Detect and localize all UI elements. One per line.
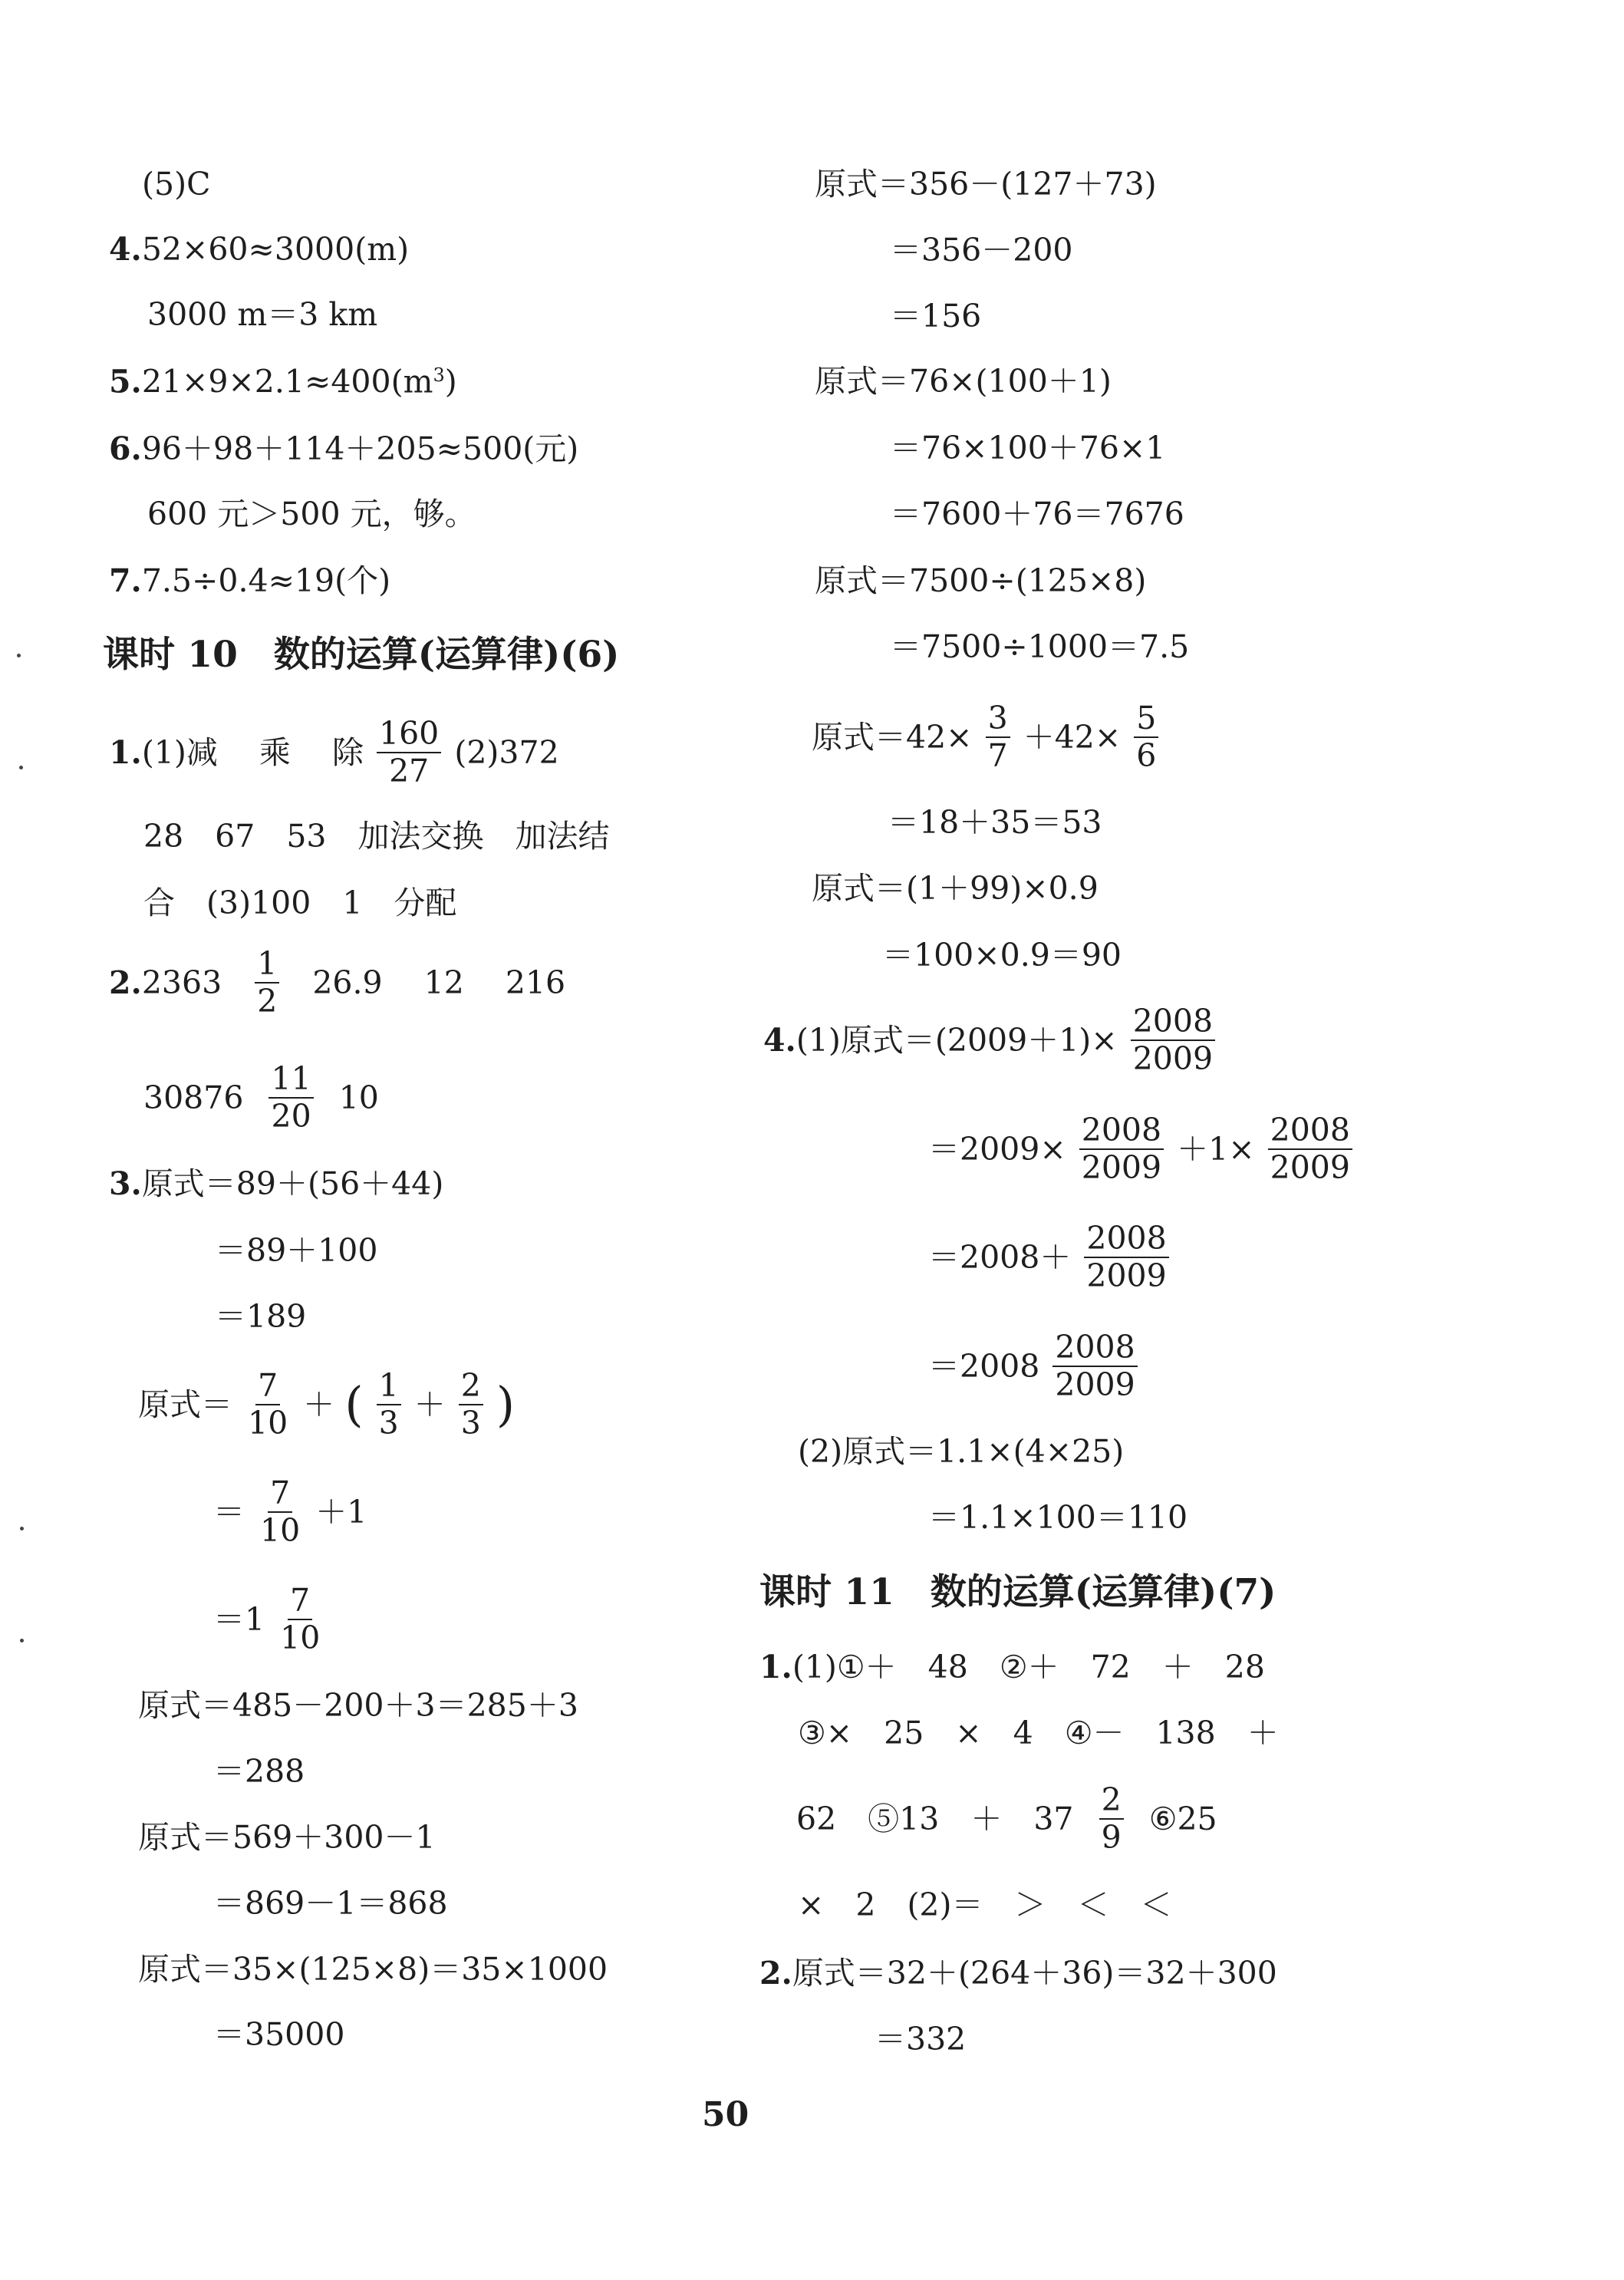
- answer-text: 原式＝569＋300－1: [138, 1819, 436, 1856]
- fraction: [255, 947, 279, 1018]
- answer-text: ③× 25 × 4 ④－ 138 ＋: [798, 1715, 1279, 1751]
- question-number: 2.: [109, 964, 142, 1001]
- answer-text: 21×9×2.1≈400(m: [141, 363, 433, 400]
- question-number: 6.: [109, 430, 142, 467]
- answer-line: [882, 937, 1122, 974]
- answer-line: [798, 1433, 1125, 1470]
- numerator: 2008: [1052, 1331, 1137, 1367]
- answer-line: [815, 562, 1147, 599]
- question-6: [109, 430, 579, 467]
- answer-line: [143, 1060, 379, 1135]
- answer-text: ＋1: [315, 1493, 367, 1530]
- numerator: 2008: [1268, 1114, 1352, 1150]
- answer-text: ＝7500÷1000＝7.5: [890, 628, 1190, 665]
- question-4: [763, 1005, 1218, 1076]
- answer-text: × 2 (2)＝ ＞ ＜ ＜: [798, 1886, 1172, 1923]
- denominator: 10: [280, 1619, 321, 1657]
- fraction: [377, 1369, 401, 1440]
- superscript: 3: [433, 364, 445, 386]
- answer-text: (2)原式＝1.1×(4×25): [798, 1433, 1125, 1470]
- answer-text: 28 67 53 加法交换 加法结: [143, 818, 610, 855]
- answer-text: 原式＝485－200＋3＝285＋3: [138, 1687, 578, 1724]
- answer-line: [890, 232, 1073, 269]
- answer-text: (1)原式＝(2009＋1)×: [796, 1021, 1118, 1059]
- question-7: [109, 562, 391, 599]
- answer-text: 10: [338, 1079, 379, 1116]
- answer-line: [213, 1753, 305, 1790]
- denominator: 2009: [1270, 1149, 1350, 1187]
- answer-line: [812, 702, 1161, 773]
- answer-text: 原式＝7500÷(125×8): [815, 562, 1147, 599]
- answer-text: ＝18＋35＝53: [888, 804, 1102, 841]
- question-3: [109, 1165, 444, 1202]
- answer-text: 62 ⑤13 ＋ 37: [796, 1800, 1074, 1837]
- denominator: 3: [460, 1405, 481, 1442]
- answer-text: ＋: [413, 1385, 446, 1423]
- denominator: 2009: [1086, 1257, 1167, 1295]
- denominator: 2: [257, 983, 278, 1020]
- question-number: 1.: [109, 733, 142, 771]
- answer-text: 合 (3)100 1 分配: [143, 885, 457, 921]
- answer-line: [796, 1781, 1217, 1857]
- answer-text: 2363: [141, 964, 222, 1001]
- answer-text: (5)C: [142, 166, 211, 203]
- numerator: 160: [377, 717, 441, 753]
- question-number: 4.: [763, 1021, 796, 1059]
- numerator: 11: [268, 1063, 313, 1099]
- numerator: 2008: [1131, 1005, 1215, 1041]
- answer-line: [890, 628, 1190, 665]
- answer-line: [138, 1687, 578, 1724]
- answer-line: [815, 166, 1157, 203]
- answer-text: ＝100×0.9＝90: [882, 937, 1122, 974]
- fraction: [1079, 1112, 1164, 1187]
- page-number: 50: [702, 2095, 749, 2134]
- answer-text: ＝7600＋76＝7676: [890, 496, 1184, 532]
- fraction: [459, 1369, 483, 1440]
- denominator: 27: [389, 753, 430, 790]
- denominator: 2009: [1055, 1366, 1135, 1404]
- numerator: 2008: [1084, 1222, 1168, 1258]
- answer-text: 3000 m＝3 km: [147, 296, 378, 333]
- answer-text: ＝2008: [928, 1347, 1040, 1385]
- answer-text: ): [444, 363, 457, 400]
- numerator: 3: [986, 702, 1010, 738]
- fraction: [377, 717, 441, 788]
- denominator: 9: [1101, 1819, 1122, 1857]
- answer-line: [138, 1819, 436, 1856]
- answer-text: ＋42×: [1023, 718, 1122, 756]
- answer-text: ＋: [303, 1385, 335, 1423]
- numerator: 7: [268, 1477, 292, 1513]
- answer-text: ＝869－1＝868: [213, 1885, 448, 1922]
- answer-line: [138, 1951, 608, 1988]
- answer-text: 原式＝42×: [812, 718, 973, 756]
- answer-line: [213, 1885, 448, 1922]
- answer-line: [213, 2016, 345, 2053]
- question-number: 5.: [109, 363, 142, 400]
- margin-speck: [20, 1527, 24, 1530]
- fraction: [278, 1584, 322, 1655]
- fraction: [1084, 1222, 1168, 1293]
- answer-line: [888, 804, 1102, 841]
- answer-text: ＝35000: [213, 2016, 345, 2053]
- answer-text: 52×60≈3000(m): [141, 231, 410, 268]
- answer-text: 30876: [143, 1079, 244, 1116]
- answer-line: [798, 1886, 1172, 1923]
- section-heading-11: 课时 11 数的运算(运算律)(7): [759, 1571, 1276, 1613]
- answer-text: (1)减 乘 除: [141, 733, 364, 771]
- numerator: 5: [1134, 702, 1158, 738]
- numerator: 7: [255, 1369, 280, 1405]
- answer-text: ＝356－200: [890, 232, 1073, 269]
- numerator: 7: [288, 1584, 312, 1620]
- denominator: 6: [1136, 737, 1157, 775]
- answer-text: 原式＝356－(127＋73): [815, 166, 1157, 203]
- denominator: 20: [271, 1098, 311, 1135]
- fraction: [1268, 1112, 1352, 1187]
- answer-line: [815, 363, 1112, 400]
- question-2: [109, 947, 565, 1018]
- question-number: 7.: [109, 562, 142, 599]
- answer-line: [890, 430, 1166, 466]
- fraction: [1052, 1331, 1137, 1402]
- answer-line: [928, 1222, 1172, 1293]
- answer-line: [890, 298, 982, 334]
- question-1: [109, 717, 559, 788]
- fraction: [1131, 1005, 1215, 1076]
- denominator: 10: [248, 1405, 288, 1442]
- fraction: [986, 702, 1010, 773]
- answer-text: ＝332: [875, 2021, 967, 2058]
- answer-line: [143, 885, 457, 921]
- denominator: 3: [378, 1405, 399, 1442]
- answer-line: [928, 1112, 1356, 1187]
- answer-text: ＝: [213, 1493, 245, 1530]
- margin-speck: [17, 654, 21, 657]
- answer-line: [812, 870, 1099, 907]
- fraction: [245, 1369, 290, 1440]
- answer-line: [928, 1499, 1188, 1536]
- answer-text: 600 元＞500 元，够。: [147, 496, 476, 532]
- numerator: 1: [255, 947, 279, 983]
- denominator: 2009: [1132, 1040, 1214, 1078]
- margin-speck: [20, 1639, 24, 1642]
- numerator: 2008: [1079, 1114, 1164, 1150]
- answer-text: 原式＝35×(125×8)＝35×1000: [138, 1951, 608, 1988]
- answer-text: 原式＝32＋(264＋36)＝32＋300: [792, 1955, 1277, 1992]
- answer-line: [798, 1715, 1279, 1751]
- question-4: [109, 231, 410, 268]
- answer-line: [147, 296, 378, 333]
- margin-speck: [19, 766, 23, 769]
- answer-line: [890, 496, 1184, 532]
- answer-line: [138, 1369, 515, 1440]
- parenthesis: ): [496, 1376, 516, 1433]
- answer-line: [143, 818, 610, 855]
- answer-line: [215, 1298, 307, 1335]
- fraction: [258, 1474, 302, 1550]
- question-number: 2.: [759, 1955, 792, 1992]
- answer-text: ＝1.1×100＝110: [928, 1499, 1188, 1536]
- numerator: 1: [377, 1369, 401, 1405]
- question-number: 3.: [109, 1165, 142, 1202]
- fraction: [1099, 1781, 1124, 1857]
- fraction: [268, 1060, 313, 1135]
- answer-line: [142, 166, 211, 203]
- answer-text: ＝2008＋: [928, 1238, 1072, 1276]
- fraction: [1134, 702, 1158, 773]
- parenthesis: (: [344, 1376, 364, 1433]
- answer-text: ＝1: [213, 1600, 265, 1638]
- answer-line: [928, 1331, 1141, 1402]
- question-2: [759, 1955, 1277, 1992]
- section-heading-10: 课时 10 数的运算(运算律)(6): [103, 634, 620, 676]
- answer-line: [147, 496, 476, 532]
- question-1: [759, 1649, 1265, 1685]
- answer-text: ＝2009×: [928, 1130, 1066, 1168]
- answer-text: ＝89＋100: [215, 1232, 378, 1269]
- answer-line: [875, 2021, 967, 2058]
- answer-line: [213, 1474, 367, 1550]
- answer-text: 原式＝(1＋99)×0.9: [812, 870, 1099, 907]
- numerator: 2: [1099, 1784, 1124, 1820]
- answer-text: ＝76×100＋76×1: [890, 430, 1166, 466]
- numerator: 2: [459, 1369, 483, 1405]
- answer-text: ＝156: [890, 298, 982, 334]
- answer-text: (1)①＋ 48 ②＋ 72 ＋ 28: [792, 1649, 1265, 1685]
- answer-text: 96＋98＋114＋205≈500(元): [141, 430, 579, 467]
- answer-text: (2)372: [454, 733, 559, 771]
- denominator: 7: [987, 737, 1008, 775]
- answer-line: [215, 1232, 378, 1269]
- question-number: 4.: [109, 231, 142, 268]
- answer-text: 原式＝89＋(56＋44): [141, 1165, 444, 1202]
- answer-text: 原式＝76×(100＋1): [815, 363, 1112, 400]
- denominator: 2009: [1081, 1149, 1162, 1187]
- answer-text: ＋1×: [1177, 1130, 1255, 1168]
- answer-line: [213, 1584, 325, 1655]
- answer-text: ＝189: [215, 1298, 307, 1335]
- answer-text: 原式＝: [138, 1385, 232, 1423]
- answer-text: 7.5÷0.4≈19(个): [141, 562, 391, 599]
- answer-text: ＝288: [213, 1753, 305, 1790]
- question-5: [109, 363, 457, 400]
- denominator: 10: [260, 1512, 301, 1550]
- question-number: 1.: [759, 1649, 792, 1685]
- answer-text: 26.9 12 216: [312, 964, 566, 1001]
- answer-text: ⑥25: [1148, 1800, 1217, 1837]
